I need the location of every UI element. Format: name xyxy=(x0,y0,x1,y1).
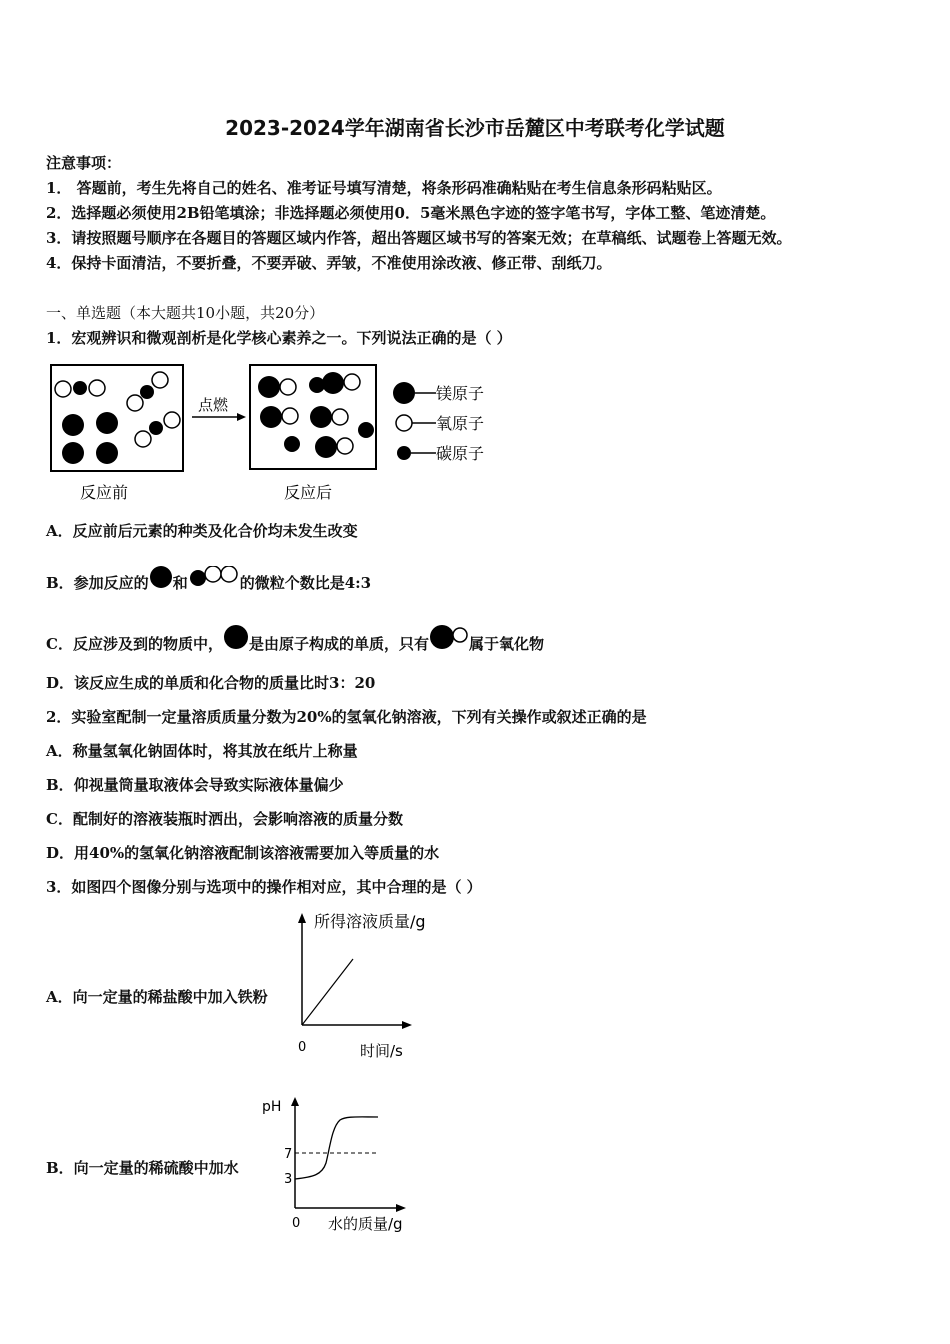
q2-option-c: C．配制好的溶液装瓶时洒出，会影响溶液的质量分数 xyxy=(46,810,403,828)
notice-item-4: 4．保持卡面清洁，不要折叠，不要弄破、弄皱，不准使用涂改液、修正带、刮纸刀。 xyxy=(46,254,612,272)
notice-item-1: 1． 答题前，考生先将自己的姓名、准考证号填写清楚，将条形码准确粘贴在考生信息条形码粘贴区。 xyxy=(46,179,722,197)
legend xyxy=(393,382,484,463)
q1-option-b-mid: 和 xyxy=(172,574,188,592)
q1-option-b xyxy=(46,566,371,593)
legend-o-label: 氧原子 xyxy=(436,414,485,433)
graph-a-ylabel: 所得溶液质量/g xyxy=(314,912,426,931)
graph-a-line xyxy=(302,959,353,1025)
q2-option-d: D．用40%的氢氧化钠溶液配制该溶液需要加入等质量的水 xyxy=(46,844,440,862)
section-heading: 一、单选题（本大题共10小题，共20分） xyxy=(46,304,325,322)
after-label: 反应后 xyxy=(284,483,333,502)
graph-b-tick-3: 3 xyxy=(284,1172,293,1187)
q2-option-b: B．仰视量筒量取液体会导致实际液体量偏少 xyxy=(46,776,344,794)
q1-stem: 1．宏观辨识和微观剖析是化学核心素养之一。下列说法正确的是（ ） xyxy=(46,329,512,347)
q1-option-c xyxy=(46,625,544,654)
q2-stem: 2．实验室配制一定量溶质质量分数为20%的氢氧化钠溶液，下列有关操作或叙述正确的是 xyxy=(46,708,647,726)
arrow-label: 点燃 xyxy=(198,396,229,414)
q2-option-a: A．称量氢氧化钠固体时，将其放在纸片上称量 xyxy=(46,742,358,760)
before-label: 反应前 xyxy=(80,483,129,502)
q1-option-b-prefix: B．参加反应的 xyxy=(46,574,149,592)
co2-molecule-icon xyxy=(188,566,240,592)
graph-b xyxy=(258,1093,418,1238)
legend-c-symbol xyxy=(397,446,411,460)
before-particles xyxy=(55,372,180,464)
legend-c-label: 碳原子 xyxy=(436,444,485,463)
graph-b-curve xyxy=(295,1117,378,1179)
q1-option-c-suffix: 属于氧化物 xyxy=(468,635,544,653)
mgo-molecule-icon xyxy=(429,625,469,653)
reaction-diagram xyxy=(46,360,506,505)
legend-o-symbol xyxy=(396,415,412,431)
legend-mg-symbol xyxy=(393,382,415,404)
q1-option-c-prefix: C．反应涉及到的物质中， xyxy=(46,635,223,653)
after-particles xyxy=(258,372,374,458)
q1-option-d: D．该反应生成的单质和化合物的质量比时3：20 xyxy=(46,674,376,692)
graph-a-origin: 0 xyxy=(298,1040,307,1055)
q1-option-b-suffix: 的微粒个数比是4:3 xyxy=(239,574,372,592)
notice-item-2: 2．选择题必须使用2B铅笔填涂；非选择题必须使用0．5毫米黑色字迹的签字笔书写，字体工整、笔迹清楚。 xyxy=(46,204,776,222)
q1-option-a: A．反应前后元素的种类及化合价均未发生改变 xyxy=(46,522,358,540)
graph-b-origin: 0 xyxy=(292,1216,301,1231)
q1-option-c-mid: 是由原子构成的单质，只有 xyxy=(248,635,429,653)
graph-b-ylabel: pH xyxy=(262,1099,282,1115)
mg-atom-icon xyxy=(223,625,249,653)
q3-option-a: A．向一定量的稀盐酸中加入铁粉 xyxy=(46,988,268,1006)
notice-heading: 注意事项： xyxy=(46,154,122,172)
graph-b-xlabel: 水的质量/g xyxy=(328,1215,403,1233)
graph-b-tick-7: 7 xyxy=(284,1147,293,1162)
graph-a-xlabel: 时间/s xyxy=(360,1042,403,1060)
q3-option-b: B．向一定量的稀硫酸中加水 xyxy=(46,1159,239,1177)
q3-stem: 3．如图四个图像分别与选项中的操作相对应，其中合理的是（ ） xyxy=(46,878,482,896)
legend-mg-label: 镁原子 xyxy=(436,384,485,403)
graph-a xyxy=(290,905,450,1065)
page-title: 2023-2024学年湖南省长沙市岳麓区中考联考化学试题 xyxy=(225,116,725,140)
mg-atom-icon xyxy=(149,566,173,592)
notice-item-3: 3．请按照题号顺序在各题目的答题区域内作答，超出答题区域书写的答案无效；在草稿纸、试题卷上答题无效。 xyxy=(46,229,792,247)
